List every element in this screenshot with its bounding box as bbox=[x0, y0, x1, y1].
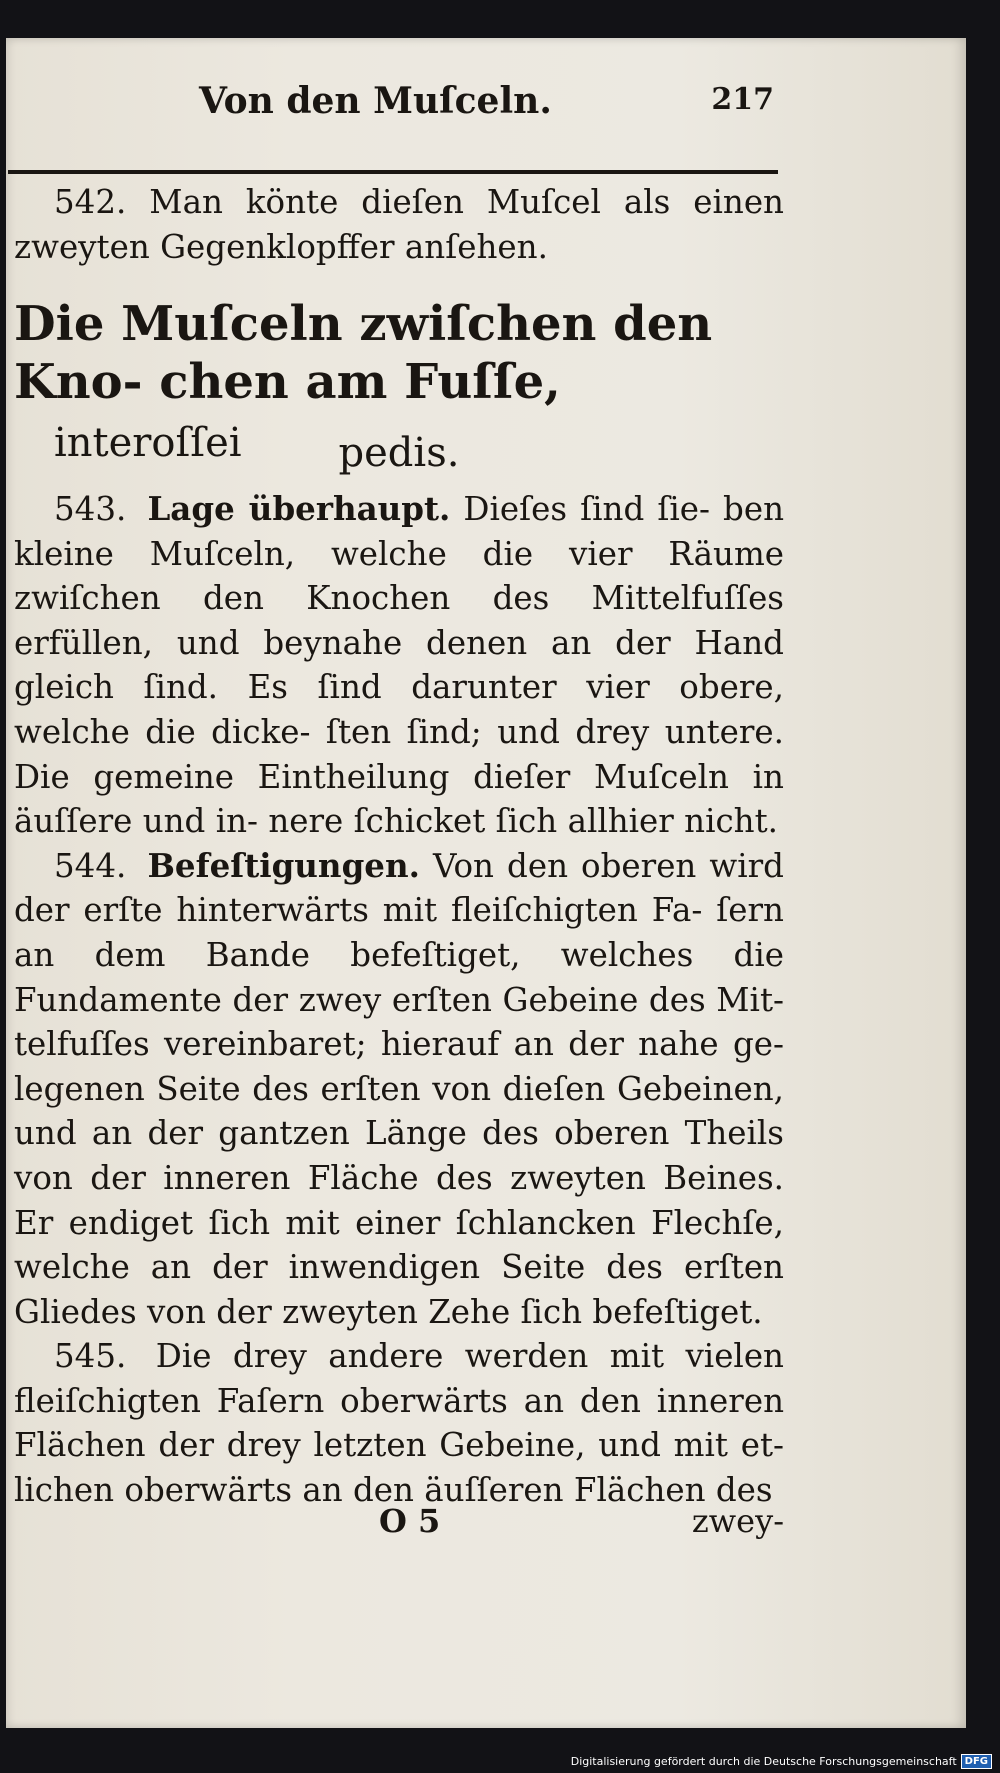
paragraph-number: 544. bbox=[54, 846, 127, 885]
paragraph-545 bbox=[14, 1334, 784, 1512]
digitization-credit bbox=[571, 1754, 992, 1769]
paragraph-body: Dieſes ſind ſie- ben kleine Muſceln, welche die vier Räume zwiſchen den Knochen des Mittelfuſſes erfüllen, und beynahe denen an der Hand gleich ſind. Es ſind darunter vier obere, welche die dicke- ſten ſind; und drey untere. Die gemeine Eintheilung dieſer Muſceln in äuſſere und in- nere ſchicket ſich allhier nicht. bbox=[14, 490, 785, 841]
page-footer bbox=[14, 1502, 784, 1552]
signature-mark: O 5 bbox=[379, 1502, 441, 1540]
section-heading-german: Die Muſceln zwiſchen den Kno- chen am Fuſſe, bbox=[14, 296, 713, 410]
catchword: zwey- bbox=[691, 1502, 784, 1540]
paragraph-body: Die drey andere werden mit vielen fleiſchigten Faſern oberwärts an den inneren Flächen der drey letzten Gebeine, und mit et- lichen oberwärts an den äuſſeren Flächen des bbox=[14, 1337, 784, 1510]
paragraph-544 bbox=[14, 844, 784, 1335]
paragraph-body: Von den oberen wird der erſte hinterwärts mit fleiſchigten Fa- ſern an dem Bande befeſtiget, welches die Fundamente der zwey erſten Gebeine des Mit- telfuſſes vereinbaret; hierauf an der nahe ge- legenen Seite des erſten von dieſen Gebeinen, und an der gantzen Länge des oberen Theils von der inneren Fläche des zweyten Beines. Er endiget ſich mit einer ſchlancken Flechſe, welche an der inwendigen Seite des erſten Gliedes von der zweyten Zehe ſich befeſtiget. bbox=[14, 846, 784, 1331]
paragraph-543 bbox=[14, 487, 784, 844]
paragraph-542-text: 542. Man könte dieſen Muſcel als einen zweyten Gegenklopffer anſehen. bbox=[14, 183, 784, 266]
header-rule bbox=[8, 170, 778, 174]
section-heading-latin: interoſſei bbox=[54, 420, 242, 466]
paragraph-lead: Befeſtigungen. bbox=[147, 845, 420, 885]
dfg-logo-icon: DFG bbox=[961, 1754, 992, 1769]
paragraph-542 bbox=[14, 180, 784, 269]
running-header bbox=[14, 72, 784, 132]
paragraph-number: 545. bbox=[54, 1337, 127, 1376]
page-number: 217 bbox=[711, 82, 774, 117]
paragraph-lead: Lage überhaupt. bbox=[147, 489, 451, 528]
section-heading-latin-pedis: pedis. bbox=[338, 430, 460, 476]
body-paragraphs bbox=[14, 487, 784, 1513]
paragraph-number: 543. bbox=[54, 490, 127, 528]
running-title: Von den Muſceln. bbox=[199, 80, 552, 122]
credit-text: Digitalisierung gefördert durch die Deutsche Forschungsgemeinschaft bbox=[570, 1755, 957, 1768]
